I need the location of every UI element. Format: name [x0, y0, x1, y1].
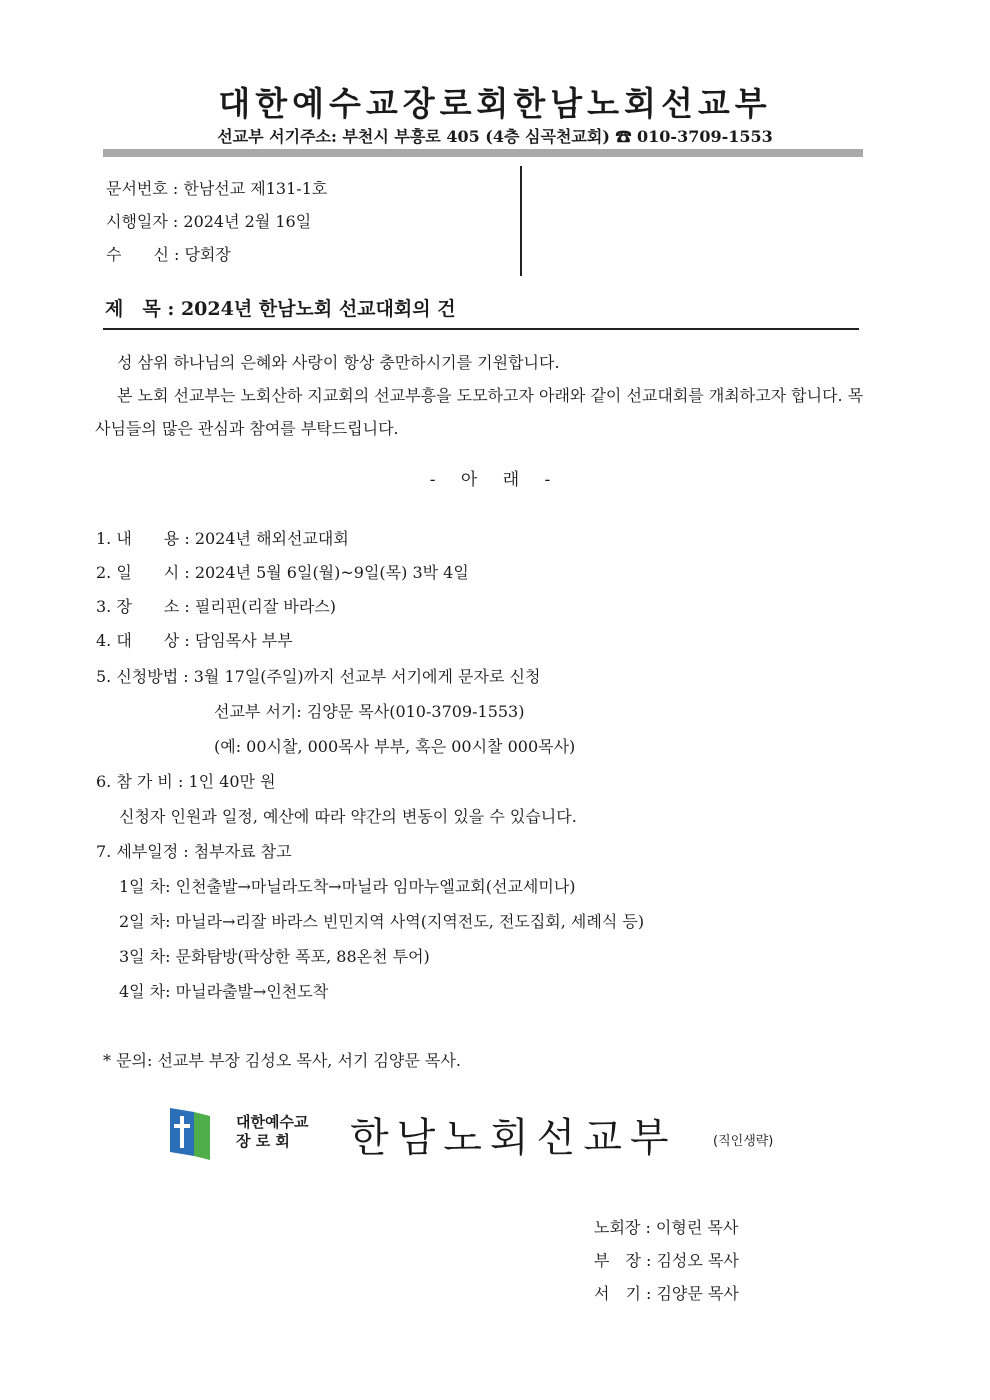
letterhead-address: 선교부 서기주소: 부천시 부흥로 405 (4층 심곡천교회) ☎ 010-3709-1553: [217, 127, 773, 146]
seal-omitted: (직인생략): [713, 1134, 774, 1149]
schedule-day4: 4일 차: 마닐라출발→인천도착: [119, 982, 329, 1001]
below-heading: - 아 래 -: [429, 470, 561, 490]
org-name: 한남노회선교부: [350, 1115, 677, 1161]
schedule-day1: 1일 차: 인천출발→마닐라도착→마닐라 임마누엘교회(선교세미나): [119, 877, 576, 896]
doc-number: 문서번호 : 한남선교 제131-1호: [106, 179, 328, 198]
subject-underline: [103, 328, 859, 330]
fee-note: 신청자 인원과 일정, 예산에 따라 약간의 변동이 있을 수 있습니다.: [119, 807, 577, 826]
header-divider: [103, 149, 863, 157]
signature-secretary: 서 기 : 김양문 목사: [594, 1284, 739, 1303]
meta-divider: [520, 166, 522, 276]
logo-text-line1: 대한예수교: [236, 1113, 309, 1131]
item-datetime: 2. 일 시 : 2024년 5월 6일(월)~9일(목) 3박 4일: [96, 563, 469, 582]
issue-date: 시행일자 : 2024년 2월 16일: [106, 212, 312, 231]
logo-text-line2: 장 로 회: [236, 1132, 290, 1150]
logo-text: [236, 1113, 308, 1151]
letterhead-title: 대한예수교장로회한남노회선교부: [218, 84, 772, 123]
item-application: 5. 신청방법 : 3월 17일(주일)까지 선교부 서기에게 문자로 신청: [96, 667, 541, 686]
item-schedule: 7. 세부일정 : 첨부자료 참고: [96, 842, 292, 861]
schedule-day3: 3일 차: 문화탐방(팍상한 폭포, 88온천 투어): [119, 947, 430, 966]
church-logo-icon: [170, 1108, 210, 1160]
item-fee: 6. 참 가 비 : 1인 40만 원: [96, 772, 276, 791]
intro-greeting: 성 삼위 하나님의 은혜와 사랑이 항상 충만하시기를 기원합니다.: [117, 353, 560, 372]
schedule-day2: 2일 차: 마닐라→리잘 바라스 빈민지역 사역(지역전도, 전도집회, 세례식 등): [119, 912, 645, 931]
item-content: 1. 내 용 : 2024년 해외선교대회: [96, 529, 349, 548]
application-contact: 선교부 서기: 김양문 목사(010-3709-1553): [214, 702, 525, 721]
subject: 제 목 : 2024년 한남노회 선교대회의 건: [105, 298, 456, 320]
application-example: (예: 00시찰, 000목사 부부, 혹은 00시찰 000목사): [214, 737, 576, 756]
item-place: 3. 장 소 : 필리핀(리잘 바라스): [96, 597, 337, 616]
recipient: 수 신 : 당회장: [106, 245, 231, 264]
item-target: 4. 대 상 : 담임목사 부부: [96, 631, 293, 650]
signature-president: 노회장 : 이형린 목사: [594, 1218, 739, 1237]
inquiry-note: * 문의: 선교부 부장 김성오 목사, 서기 김양문 목사.: [103, 1051, 461, 1070]
intro-purpose: 본 노회 선교부는 노회산하 지교회의 선교부흥을 도모하고자 아래와 같이 선교대회를 개최하고자 합니다. 목사님들의 많은 관심과 참여를 부탁드립니다.: [95, 386, 864, 438]
signature-director: 부 장 : 김성오 목사: [594, 1251, 739, 1270]
intro: [95, 346, 865, 445]
